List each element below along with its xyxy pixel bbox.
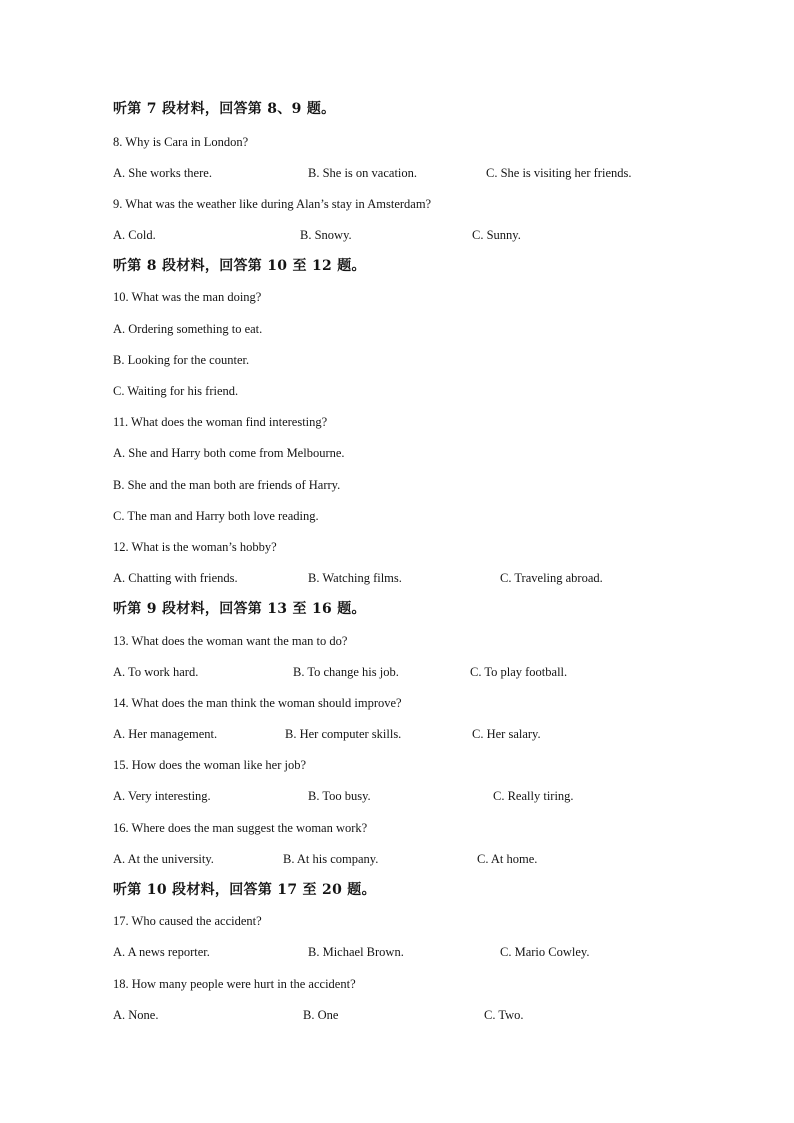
answer-option-c: C. She is visiting her friends. — [486, 165, 632, 180]
answer-option-a: A. To work hard. — [113, 664, 199, 679]
answer-option-a: A. She and Harry both come from Melbourne. — [113, 446, 345, 461]
answer-options-row — [0, 563, 794, 594]
answer-option-b: B. One — [303, 1007, 339, 1022]
answer-option-a: A. Ordering something to eat. — [113, 321, 263, 336]
question-stem-row — [0, 532, 794, 563]
answer-option-b: B. Her computer skills. — [285, 727, 402, 742]
section-heading: 听第 10 段材料，回答第 17 至 20 题。 — [113, 882, 376, 898]
answer-option-row — [0, 501, 794, 532]
question-stem: 13. What does the woman want the man to do? — [113, 633, 348, 648]
answer-option-b: B. She is on vacation. — [308, 165, 418, 180]
answer-option-row — [0, 470, 794, 501]
answer-option-row — [0, 376, 794, 407]
answer-option-c: C. To play football. — [470, 664, 568, 679]
answer-options-row — [0, 719, 794, 750]
question-stem-row — [0, 127, 794, 158]
section-heading: 听第 8 段材料，回答第 10 至 12 题。 — [113, 258, 366, 275]
section-heading: 听第 7 段材料，回答第 8、9 题。 — [113, 101, 336, 117]
answer-option-a: A. Her management. — [113, 727, 218, 742]
answer-option-a: A. She works there. — [113, 165, 212, 180]
answer-options-row — [0, 220, 794, 251]
answer-option-b: B. Watching films. — [308, 571, 402, 586]
answer-option-c: C. Two. — [484, 1007, 524, 1022]
answer-option-a: A. A news reporter. — [113, 945, 210, 960]
question-stem-row — [0, 906, 794, 937]
answer-option-c: C. The man and Harry both love reading. — [113, 508, 319, 523]
answer-option-b: B. Snowy. — [300, 228, 352, 243]
answer-option-c: C. Waiting for his friend. — [113, 384, 239, 398]
question-stem-row — [0, 189, 794, 220]
section-heading-row — [0, 94, 794, 127]
question-stem-row — [0, 626, 794, 657]
answer-option-c: C. Her salary. — [472, 727, 541, 742]
question-stem: 9. What was the weather like during Alan’s stay in Amsterdam? — [113, 196, 432, 211]
question-stem: 12. What is the woman’s hobby? — [113, 539, 277, 554]
question-stem: 16. Where does the man suggest the woman work? — [113, 820, 368, 835]
answer-option-a: A. Chatting with friends. — [113, 571, 238, 586]
answer-options-row — [0, 844, 794, 875]
question-stem-row — [0, 282, 794, 313]
answer-option-b: B. Michael Brown. — [308, 945, 404, 960]
section-heading-row — [0, 594, 794, 625]
answer-option-a: A. At the university. — [113, 851, 214, 866]
answer-options-row — [0, 657, 794, 688]
answer-options-row — [0, 937, 794, 968]
exam-page — [0, 94, 794, 1031]
question-stem-row — [0, 688, 794, 719]
answer-option-b: B. Too busy. — [308, 789, 371, 804]
question-stem: 10. What was the man doing? — [113, 290, 262, 305]
answer-option-c: C. Mario Cowley. — [500, 945, 590, 960]
question-stem-row — [0, 750, 794, 781]
section-heading-row — [0, 875, 794, 906]
answer-options-row — [0, 1000, 794, 1031]
question-stem: 11. What does the woman find interesting? — [113, 415, 328, 430]
answer-option-c: C. Traveling abroad. — [500, 571, 603, 586]
answer-options-row — [0, 158, 794, 189]
question-stem: 18. How many people were hurt in the accident? — [113, 976, 356, 991]
answer-options-row — [0, 781, 794, 812]
answer-option-row — [0, 314, 794, 345]
answer-option-b: B. At his company. — [283, 851, 379, 866]
answer-option-a: A. Cold. — [113, 228, 156, 243]
answer-option-b: B. To change his job. — [293, 664, 399, 679]
answer-option-a: A. Very interesting. — [113, 789, 211, 804]
answer-option-b: B. She and the man both are friends of Harry. — [113, 477, 341, 492]
question-stem: 15. How does the woman like her job? — [113, 758, 307, 773]
question-stem: 8. Why is Cara in London? — [113, 134, 249, 149]
answer-option-c: C. Sunny. — [472, 228, 521, 243]
answer-option-row — [0, 345, 794, 376]
answer-option-a: A. None. — [113, 1007, 159, 1022]
answer-option-c: C. At home. — [477, 851, 538, 866]
answer-option-b: B. Looking for the counter. — [113, 352, 250, 367]
section-heading-row — [0, 251, 794, 282]
answer-option-c: C. Really tiring. — [493, 789, 574, 804]
section-heading: 听第 9 段材料，回答第 13 至 16 题。 — [113, 601, 366, 618]
question-stem-row — [0, 813, 794, 844]
question-stem: 17. Who caused the accident? — [113, 914, 262, 929]
answer-option-row — [0, 438, 794, 469]
question-stem-row — [0, 969, 794, 1000]
question-stem-row — [0, 407, 794, 438]
question-stem: 14. What does the man think the woman should improve? — [113, 695, 402, 710]
